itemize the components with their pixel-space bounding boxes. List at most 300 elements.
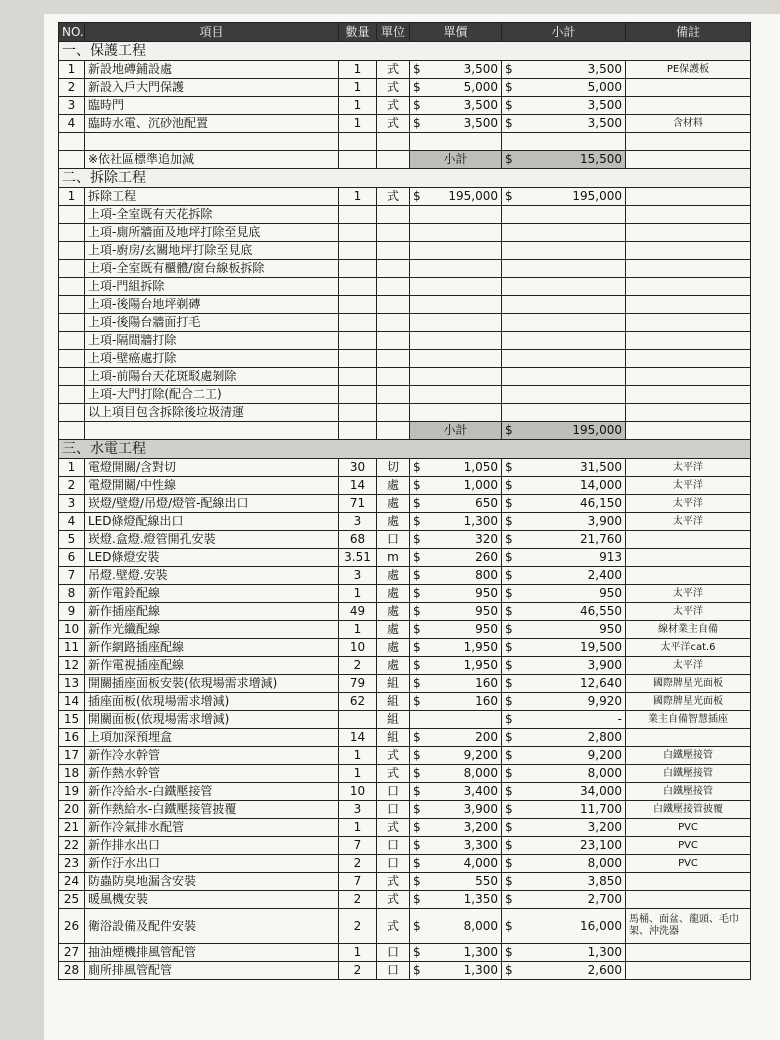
currency-symbol: $ bbox=[505, 784, 513, 798]
remark bbox=[626, 151, 751, 169]
remark: PVC bbox=[626, 819, 751, 837]
table-row bbox=[59, 783, 751, 801]
subtotal-amount bbox=[502, 585, 626, 603]
quantity: 1 bbox=[339, 188, 377, 206]
currency-symbol: $ bbox=[413, 80, 421, 94]
subtotal-amount bbox=[502, 801, 626, 819]
remark bbox=[626, 188, 751, 206]
row-number: 1 bbox=[59, 61, 85, 79]
row-number: 23 bbox=[59, 855, 85, 873]
subtotal-label: 小計 bbox=[410, 422, 502, 440]
table-row bbox=[59, 495, 751, 513]
section-title-row bbox=[59, 169, 751, 188]
remark bbox=[626, 260, 751, 278]
amount: 1,950 bbox=[463, 640, 498, 654]
unit: 處 bbox=[377, 585, 410, 603]
item-description: 上項-全室既有櫃體/窗台線板拆除 bbox=[85, 260, 339, 278]
amount: 950 bbox=[475, 622, 498, 636]
amount: 2,600 bbox=[587, 963, 622, 977]
unit: 處 bbox=[377, 657, 410, 675]
amount: 19,500 bbox=[580, 640, 622, 654]
quantity: 3 bbox=[339, 567, 377, 585]
amount: 950 bbox=[599, 622, 622, 636]
unit: 式 bbox=[377, 873, 410, 891]
item-description: 以上項目包含拆除後垃圾清運 bbox=[85, 404, 339, 422]
row-number: 2 bbox=[59, 79, 85, 97]
quantity: 10 bbox=[339, 783, 377, 801]
currency-symbol: $ bbox=[505, 766, 513, 780]
row-number: 19 bbox=[59, 783, 85, 801]
subtotal-amount bbox=[502, 459, 626, 477]
currency-symbol: $ bbox=[413, 532, 421, 546]
unit: 口 bbox=[377, 783, 410, 801]
quantity: 1 bbox=[339, 747, 377, 765]
item-description: 插座面板(依現場需求增減) bbox=[85, 693, 339, 711]
amount: - bbox=[617, 712, 622, 726]
amount: 8,000 bbox=[463, 918, 498, 933]
table-row bbox=[59, 386, 751, 404]
amount: 9,920 bbox=[587, 694, 622, 708]
table-row bbox=[59, 97, 751, 115]
unit-price bbox=[410, 513, 502, 531]
subtotal-row bbox=[59, 422, 751, 440]
table-row bbox=[59, 837, 751, 855]
unit: 處 bbox=[377, 513, 410, 531]
unit-price bbox=[410, 115, 502, 133]
remark bbox=[626, 891, 751, 909]
subtotal-amount bbox=[502, 567, 626, 585]
amount: 195,000 bbox=[448, 189, 498, 203]
unit-price bbox=[410, 909, 502, 944]
item-description: 上項-全室既有天花拆除 bbox=[85, 206, 339, 224]
quantity: 1 bbox=[339, 765, 377, 783]
quantity: 10 bbox=[339, 639, 377, 657]
amount: 3,900 bbox=[463, 802, 498, 816]
table-row bbox=[59, 206, 751, 224]
currency-symbol: $ bbox=[413, 694, 421, 708]
item-description: 新作插座配線 bbox=[85, 603, 339, 621]
subtotal-amount bbox=[502, 603, 626, 621]
unit bbox=[377, 224, 410, 242]
amount: 950 bbox=[475, 604, 498, 618]
subtotal-amount bbox=[502, 350, 626, 368]
unit-price bbox=[410, 819, 502, 837]
row-number: 2 bbox=[59, 477, 85, 495]
currency-symbol: $ bbox=[505, 98, 513, 112]
header-remark: 備註 bbox=[626, 23, 751, 42]
item-description: 上項-前陽台天花斑駁處剝除 bbox=[85, 368, 339, 386]
quantity bbox=[339, 404, 377, 422]
currency-symbol: $ bbox=[505, 963, 513, 977]
subtotal-amount bbox=[502, 765, 626, 783]
unit-price bbox=[410, 260, 502, 278]
amount: 1,300 bbox=[463, 945, 498, 959]
amount: 15,500 bbox=[580, 152, 622, 166]
item-description: LED條燈配線出口 bbox=[85, 513, 339, 531]
unit: 式 bbox=[377, 765, 410, 783]
row-number bbox=[59, 224, 85, 242]
amount: 3,900 bbox=[587, 658, 622, 672]
remark: 太平洋 bbox=[626, 585, 751, 603]
remark bbox=[626, 350, 751, 368]
subtotal-amount bbox=[502, 962, 626, 980]
unit: 式 bbox=[377, 97, 410, 115]
remark: 白鐵壓接管披覆 bbox=[626, 801, 751, 819]
unit-price bbox=[410, 729, 502, 747]
unit-price bbox=[410, 711, 502, 729]
table-row bbox=[59, 549, 751, 567]
currency-symbol: $ bbox=[413, 98, 421, 112]
row-number: 24 bbox=[59, 873, 85, 891]
row-number bbox=[59, 350, 85, 368]
currency-symbol: $ bbox=[505, 80, 513, 94]
item-description: 衛浴設備及配件安裝 bbox=[85, 909, 339, 944]
header-row bbox=[59, 23, 751, 42]
amount: 3,500 bbox=[463, 98, 498, 112]
currency-symbol: $ bbox=[505, 423, 513, 437]
row-number: 9 bbox=[59, 603, 85, 621]
item-description: 新作光纖配線 bbox=[85, 621, 339, 639]
header-unit: 單位 bbox=[377, 23, 410, 42]
amount: 800 bbox=[475, 568, 498, 582]
subtotal-amount bbox=[502, 729, 626, 747]
row-number: 4 bbox=[59, 513, 85, 531]
currency-symbol: $ bbox=[505, 712, 513, 726]
unit bbox=[377, 206, 410, 224]
row-number: 15 bbox=[59, 711, 85, 729]
amount: 195,000 bbox=[572, 423, 622, 437]
currency-symbol: $ bbox=[505, 550, 513, 564]
amount: 3,500 bbox=[587, 116, 622, 130]
unit-price bbox=[410, 675, 502, 693]
subtotal-amount bbox=[502, 495, 626, 513]
table-row bbox=[59, 962, 751, 980]
amount: 3,300 bbox=[463, 838, 498, 852]
currency-symbol: $ bbox=[505, 604, 513, 618]
subtotal-amount bbox=[502, 278, 626, 296]
amount: 913 bbox=[599, 550, 622, 564]
table-row bbox=[59, 115, 751, 133]
subtotal-amount bbox=[502, 855, 626, 873]
unit-price bbox=[410, 350, 502, 368]
unit-price bbox=[410, 206, 502, 224]
amount: 550 bbox=[475, 874, 498, 888]
table-row bbox=[59, 332, 751, 350]
unit bbox=[377, 422, 410, 440]
currency-symbol: $ bbox=[413, 820, 421, 834]
unit-price bbox=[410, 873, 502, 891]
table-row bbox=[59, 224, 751, 242]
remark: 太平洋 bbox=[626, 495, 751, 513]
unit-price bbox=[410, 585, 502, 603]
amount: 2,800 bbox=[587, 730, 622, 744]
quantity: 1 bbox=[339, 944, 377, 962]
item-description: 臨時水電、沉砂池配置 bbox=[85, 115, 339, 133]
table-row bbox=[59, 711, 751, 729]
item-description: 上項-後陽台地坪剃磚 bbox=[85, 296, 339, 314]
subtotal-amount bbox=[502, 422, 626, 440]
subtotal-amount bbox=[502, 404, 626, 422]
row-number: 1 bbox=[59, 188, 85, 206]
amount: 950 bbox=[475, 586, 498, 600]
currency-symbol: $ bbox=[413, 496, 421, 510]
remark bbox=[626, 133, 751, 151]
amount: 650 bbox=[475, 496, 498, 510]
quantity: 1 bbox=[339, 61, 377, 79]
unit bbox=[377, 260, 410, 278]
table-row bbox=[59, 242, 751, 260]
quantity: 14 bbox=[339, 477, 377, 495]
row-number: 21 bbox=[59, 819, 85, 837]
row-number: 7 bbox=[59, 567, 85, 585]
item-description: 崁燈.盒燈.燈管開孔安裝 bbox=[85, 531, 339, 549]
table-row bbox=[59, 350, 751, 368]
quantity: 2 bbox=[339, 891, 377, 909]
currency-symbol: $ bbox=[505, 856, 513, 870]
currency-symbol: $ bbox=[505, 532, 513, 546]
unit-price bbox=[410, 531, 502, 549]
remark: 白鐵壓接管 bbox=[626, 783, 751, 801]
currency-symbol: $ bbox=[413, 622, 421, 636]
item-description: 臨時門 bbox=[85, 97, 339, 115]
table-row bbox=[59, 278, 751, 296]
unit-price bbox=[410, 278, 502, 296]
remark bbox=[626, 404, 751, 422]
unit-price bbox=[410, 296, 502, 314]
header-subtotal: 小計 bbox=[502, 23, 626, 42]
unit: 式 bbox=[377, 747, 410, 765]
row-number: 8 bbox=[59, 585, 85, 603]
table-row bbox=[59, 404, 751, 422]
unit-price bbox=[410, 657, 502, 675]
amount: 5,000 bbox=[463, 80, 498, 94]
currency-symbol: $ bbox=[413, 874, 421, 888]
unit-price bbox=[410, 621, 502, 639]
subtotal-amount bbox=[502, 260, 626, 278]
amount: 3,900 bbox=[587, 514, 622, 528]
unit-price bbox=[410, 639, 502, 657]
row-number bbox=[59, 386, 85, 404]
quantity bbox=[339, 368, 377, 386]
table-row bbox=[59, 747, 751, 765]
unit-price bbox=[410, 97, 502, 115]
unit bbox=[377, 151, 410, 169]
row-number bbox=[59, 422, 85, 440]
remark: 太平洋 bbox=[626, 513, 751, 531]
unit-price bbox=[410, 747, 502, 765]
row-number bbox=[59, 368, 85, 386]
amount: 16,000 bbox=[580, 918, 622, 933]
subtotal-amount bbox=[502, 657, 626, 675]
currency-symbol: $ bbox=[505, 748, 513, 762]
currency-symbol: $ bbox=[505, 568, 513, 582]
amount: 21,760 bbox=[580, 532, 622, 546]
item-description: 新作冷給水-白鐵壓接管 bbox=[85, 783, 339, 801]
amount: 3,500 bbox=[587, 62, 622, 76]
remark bbox=[626, 531, 751, 549]
table-row bbox=[59, 855, 751, 873]
subtotal-amount bbox=[502, 61, 626, 79]
subtotal-row bbox=[59, 151, 751, 169]
row-number: 27 bbox=[59, 944, 85, 962]
row-number: 25 bbox=[59, 891, 85, 909]
currency-symbol: $ bbox=[505, 820, 513, 834]
unit-price bbox=[410, 962, 502, 980]
unit-price bbox=[410, 386, 502, 404]
amount: 9,200 bbox=[587, 748, 622, 762]
unit-price bbox=[410, 477, 502, 495]
item-description: 新作汙水出口 bbox=[85, 855, 339, 873]
remark bbox=[626, 368, 751, 386]
amount: 31,500 bbox=[580, 460, 622, 474]
unit-price bbox=[410, 891, 502, 909]
currency-symbol: $ bbox=[505, 945, 513, 959]
currency-symbol: $ bbox=[413, 676, 421, 690]
quantity: 1 bbox=[339, 79, 377, 97]
remark: 白鐵壓接管 bbox=[626, 747, 751, 765]
remark bbox=[626, 386, 751, 404]
row-number: 12 bbox=[59, 657, 85, 675]
item-description: 新作電視插座配線 bbox=[85, 657, 339, 675]
amount: 320 bbox=[475, 532, 498, 546]
subtotal-amount bbox=[502, 873, 626, 891]
subtotal-amount bbox=[502, 314, 626, 332]
table-row bbox=[59, 368, 751, 386]
quantity: 3 bbox=[339, 801, 377, 819]
amount: 1,300 bbox=[463, 514, 498, 528]
unit bbox=[377, 133, 410, 151]
remark bbox=[626, 296, 751, 314]
row-number: 11 bbox=[59, 639, 85, 657]
table-row bbox=[59, 79, 751, 97]
remark: 太平洋 bbox=[626, 459, 751, 477]
quantity: 1 bbox=[339, 115, 377, 133]
quantity bbox=[339, 151, 377, 169]
subtotal-amount bbox=[502, 133, 626, 151]
currency-symbol: $ bbox=[413, 640, 421, 654]
item-description: LED條燈安裝 bbox=[85, 549, 339, 567]
row-number bbox=[59, 151, 85, 169]
remark: 國際牌星光面板 bbox=[626, 693, 751, 711]
unit: 組 bbox=[377, 693, 410, 711]
remark bbox=[626, 332, 751, 350]
row-number: 22 bbox=[59, 837, 85, 855]
currency-symbol: $ bbox=[505, 694, 513, 708]
item-description: 上項-隔間牆打除 bbox=[85, 332, 339, 350]
amount: 5,000 bbox=[587, 80, 622, 94]
subtotal-amount bbox=[502, 206, 626, 224]
subtotal-amount bbox=[502, 115, 626, 133]
quantity: 3.51 bbox=[339, 549, 377, 567]
currency-symbol: $ bbox=[413, 658, 421, 672]
unit-price bbox=[410, 693, 502, 711]
quantity: 2 bbox=[339, 855, 377, 873]
subtotal-amount bbox=[502, 386, 626, 404]
unit-price bbox=[410, 332, 502, 350]
item-description: 電燈開關/中性線 bbox=[85, 477, 339, 495]
quantity: 1 bbox=[339, 97, 377, 115]
subtotal-amount bbox=[502, 675, 626, 693]
row-number: 10 bbox=[59, 621, 85, 639]
currency-symbol: $ bbox=[505, 730, 513, 744]
remark: 國際牌星光面板 bbox=[626, 675, 751, 693]
currency-symbol: $ bbox=[413, 189, 421, 203]
subtotal-amount bbox=[502, 621, 626, 639]
item-description: 上項-後陽台牆面打毛 bbox=[85, 314, 339, 332]
unit: 口 bbox=[377, 801, 410, 819]
subtotal-amount bbox=[502, 711, 626, 729]
row-number bbox=[59, 296, 85, 314]
row-number bbox=[59, 260, 85, 278]
item-description: 新作熱水幹管 bbox=[85, 765, 339, 783]
amount: 46,550 bbox=[580, 604, 622, 618]
table-row bbox=[59, 603, 751, 621]
remark bbox=[626, 944, 751, 962]
header-qty: 數量 bbox=[339, 23, 377, 42]
currency-symbol: $ bbox=[413, 730, 421, 744]
unit-price bbox=[410, 188, 502, 206]
table-row bbox=[59, 477, 751, 495]
currency-symbol: $ bbox=[413, 918, 421, 933]
table-row bbox=[59, 133, 751, 151]
item-description bbox=[85, 422, 339, 440]
item-description: 新作冷水幹管 bbox=[85, 747, 339, 765]
remark bbox=[626, 97, 751, 115]
amount: 14,000 bbox=[580, 478, 622, 492]
amount: 11,700 bbox=[580, 802, 622, 816]
currency-symbol: $ bbox=[505, 62, 513, 76]
currency-symbol: $ bbox=[413, 460, 421, 474]
amount: 12,640 bbox=[580, 676, 622, 690]
item-description: 上項-廚房/玄關地坪打除至見底 bbox=[85, 242, 339, 260]
quantity bbox=[339, 711, 377, 729]
remark: PVC bbox=[626, 855, 751, 873]
amount: 1,350 bbox=[463, 892, 498, 906]
quantity: 1 bbox=[339, 585, 377, 603]
table-row bbox=[59, 639, 751, 657]
unit bbox=[377, 296, 410, 314]
subtotal-amount bbox=[502, 747, 626, 765]
unit: 組 bbox=[377, 729, 410, 747]
currency-symbol: $ bbox=[413, 838, 421, 852]
subtotal-amount bbox=[502, 97, 626, 115]
amount: 3,200 bbox=[587, 820, 622, 834]
currency-symbol: $ bbox=[413, 784, 421, 798]
item-description: 新作冷氣排水配管 bbox=[85, 819, 339, 837]
subtotal-amount bbox=[502, 819, 626, 837]
unit: 式 bbox=[377, 188, 410, 206]
section-title: 一、保護工程 bbox=[59, 42, 751, 61]
unit-price bbox=[410, 765, 502, 783]
item-description: 吊燈.壁燈.安裝 bbox=[85, 567, 339, 585]
row-number: 18 bbox=[59, 765, 85, 783]
item-description: 上項-門組拆除 bbox=[85, 278, 339, 296]
amount: 195,000 bbox=[572, 189, 622, 203]
remark bbox=[626, 962, 751, 980]
currency-symbol: $ bbox=[505, 460, 513, 474]
quantity: 7 bbox=[339, 873, 377, 891]
unit: m bbox=[377, 549, 410, 567]
quantity: 14 bbox=[339, 729, 377, 747]
unit-price bbox=[410, 224, 502, 242]
amount: 9,200 bbox=[463, 748, 498, 762]
currency-symbol: $ bbox=[413, 478, 421, 492]
amount: 260 bbox=[475, 550, 498, 564]
unit: 組 bbox=[377, 675, 410, 693]
unit-price bbox=[410, 944, 502, 962]
unit-price bbox=[410, 603, 502, 621]
row-number: 3 bbox=[59, 97, 85, 115]
